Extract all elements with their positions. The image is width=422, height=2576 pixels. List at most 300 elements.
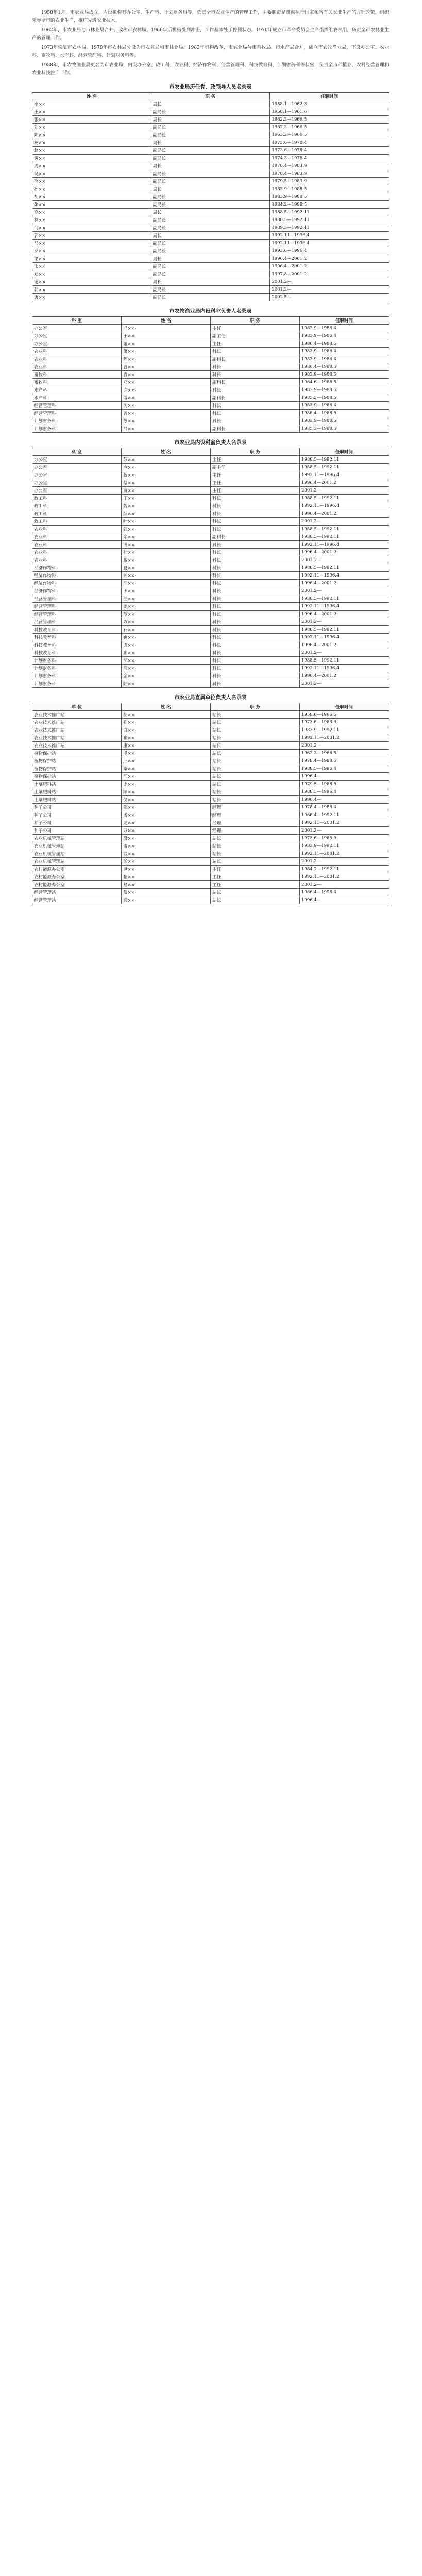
table-cell: 经营管理科 <box>32 402 122 410</box>
table-cell: 计划财务科 <box>32 672 122 680</box>
table-cell: 副局长 <box>151 108 270 116</box>
column-header: 科 室 <box>32 317 122 325</box>
table-cell: 陈×× <box>32 131 151 139</box>
table-cell: 1983.9—1988.5 <box>300 386 389 394</box>
table-cell: 1979.5—1983.9 <box>270 178 389 185</box>
table-cell: 农业科 <box>32 355 122 363</box>
table-cell: 1973.6—1978.4 <box>270 147 389 155</box>
table-cell: 周×× <box>32 162 151 170</box>
table-row <box>32 719 389 726</box>
table-cell: 局长 <box>151 209 270 216</box>
table-cell: 1988.5—1992.11 <box>300 495 389 502</box>
table-cell: 科长 <box>211 680 300 688</box>
table-cell: 经营管理站 <box>32 896 122 904</box>
table-cell: 农村能源办公室 <box>32 881 122 889</box>
table-cell: 农村能源办公室 <box>32 866 122 873</box>
table-cell: 科长 <box>211 371 300 379</box>
table-cell: 阎×× <box>122 526 211 533</box>
table-cell: 毛×× <box>122 750 211 757</box>
table-row <box>32 788 389 796</box>
table-cell: 科长 <box>211 580 300 587</box>
table-cell: 副局长 <box>151 224 270 232</box>
table-cell: 1983.9—1988.5 <box>270 193 389 201</box>
table-cell: 科长 <box>211 410 300 417</box>
column-header: 职 务 <box>211 317 300 325</box>
table-cell: 科长 <box>211 665 300 672</box>
table-cell: 农业机械管理站 <box>32 858 122 866</box>
table-cell: 赵×× <box>32 147 151 155</box>
column-header: 姓 名 <box>122 448 211 456</box>
table-cell: 科长 <box>211 618 300 626</box>
table-cell: 汤×× <box>122 858 211 866</box>
table-cell: 1992.11—1996.4 <box>300 541 389 549</box>
table-cell: 2001.2— <box>300 587 389 595</box>
table-cell: 1996.4—2001.2 <box>270 263 389 270</box>
table-cell: 经营管理科 <box>32 618 122 626</box>
table-cell: 1986.4—1996.4 <box>300 889 389 896</box>
table-row <box>32 425 389 433</box>
table-cell: 2001.2— <box>270 286 389 294</box>
table-cell: 1992.11—2001.2 <box>300 734 389 742</box>
table-cell: 1983.9—1988.5 <box>270 185 389 193</box>
table-cell: 副局长 <box>151 270 270 278</box>
table-cell: 局长 <box>151 100 270 108</box>
table-cell: 科长 <box>211 556 300 564</box>
table-cell: 经营管理科 <box>32 410 122 417</box>
table-cell: 2001.2— <box>300 487 389 495</box>
table-cell: 1974.3—1978.4 <box>270 155 389 162</box>
table-cell: 1992.11—2001.2 <box>300 850 389 858</box>
table-cell: 局长 <box>151 278 270 286</box>
table-cell: 主任 <box>211 471 300 479</box>
table-row <box>32 124 389 131</box>
table-cell: 廖×× <box>122 649 211 657</box>
table-cell: 1978.4—1983.9 <box>270 162 389 170</box>
table-cell: 邵×× <box>122 804 211 811</box>
table-cell: 潘×× <box>122 541 211 549</box>
body-paragraph: 1988年，市农牧渔业局更名为市农业局，内设办公室、政工科、农业科、经济作物科、经营管理科、科技教育科、计划财务科等科室，负责全市种植业、农村经营管理和农业科技推广工作。 <box>32 63 389 76</box>
table-cell: 1958.1—1962.3 <box>270 100 389 108</box>
roster-table-block <box>32 438 389 688</box>
table-cell: 汪×× <box>122 580 211 587</box>
table-cell: 1992.11—1996.4 <box>300 603 389 611</box>
table-cell: 谭×× <box>122 641 211 649</box>
column-header: 任职时间 <box>270 93 389 100</box>
table-row <box>32 603 389 611</box>
table-row <box>32 827 389 835</box>
table-row <box>32 270 389 278</box>
table-cell: 主任 <box>211 881 300 889</box>
table-cell: 萧×× <box>122 348 211 355</box>
table-row <box>32 247 389 255</box>
table-cell: 石×× <box>122 626 211 634</box>
table-cell: 1983.9—1986.4 <box>300 348 389 355</box>
table-title: 市农业局历任党、政领导人员名录表 <box>169 84 252 90</box>
table-cell: 1962.3—1966.5 <box>270 124 389 131</box>
table-cell: 任×× <box>122 595 211 603</box>
table-cell: 副局长 <box>151 294 270 301</box>
table-row <box>32 734 389 742</box>
table-cell: 郝×× <box>122 711 211 719</box>
table-row <box>32 564 389 572</box>
table-cell: 贾×× <box>122 487 211 495</box>
table-cell: 1983.9—1986.4 <box>300 325 389 332</box>
table-cell: 副局长 <box>151 124 270 131</box>
table-cell: 科长 <box>211 417 300 425</box>
table-row <box>32 773 389 781</box>
table-row <box>32 325 389 332</box>
table-row <box>32 618 389 626</box>
table-row <box>32 665 389 672</box>
table-cell: 农业科 <box>32 556 122 564</box>
table-row <box>32 386 389 394</box>
table-cell: 1988.5—1996.4 <box>300 765 389 773</box>
table-cell: 农业科 <box>32 526 122 533</box>
table-header-row <box>32 448 389 456</box>
table-cell: 科长 <box>211 672 300 680</box>
table-cell: 康×× <box>122 742 211 750</box>
table-row <box>32 201 389 209</box>
table-cell: 农业科 <box>32 549 122 556</box>
table-row <box>32 572 389 580</box>
table-cell: 彭×× <box>122 417 211 425</box>
roster-table <box>32 92 389 301</box>
table-title: 市农业局内设科室负责人名录表 <box>174 440 247 446</box>
table-cell: 白×× <box>122 726 211 734</box>
table-row <box>32 711 389 719</box>
table-row <box>32 556 389 564</box>
table-row <box>32 781 389 788</box>
table-row <box>32 348 389 355</box>
table-cell: 蔡×× <box>122 479 211 487</box>
table-cell: 办公室 <box>32 332 122 340</box>
table-row <box>32 332 389 340</box>
table-cell: 袁×× <box>122 371 211 379</box>
table-cell: 局长 <box>151 232 270 240</box>
table-cell: 计划财务科 <box>32 657 122 665</box>
table-cell: 孟×× <box>122 811 211 819</box>
table-cell: 1992.11—1996.4 <box>300 502 389 510</box>
table-cell: 王×× <box>32 108 151 116</box>
table-row <box>32 487 389 495</box>
table-cell: 经理 <box>211 827 300 835</box>
table-row <box>32 526 389 533</box>
table-cell: 经营管理科 <box>32 611 122 618</box>
tables-container <box>32 82 389 904</box>
table-cell: 钟×× <box>122 572 211 580</box>
table-cell: 主任 <box>211 479 300 487</box>
table-cell: 1988.5—1996.4 <box>300 788 389 796</box>
table-cell: 1973.6—1978.4 <box>270 139 389 147</box>
table-cell: 1996.4—2001.2 <box>300 672 389 680</box>
roster-table <box>32 448 389 688</box>
table-cell: 站长 <box>211 742 300 750</box>
table-cell: 沈×× <box>122 402 211 410</box>
table-cell: 高×× <box>32 209 151 216</box>
table-cell: 经济作物科 <box>32 572 122 580</box>
table-cell: 吴×× <box>32 170 151 178</box>
table-cell: 土壤肥料站 <box>32 781 122 788</box>
table-cell: 1996.4— <box>300 796 389 804</box>
table-cell: 种子公司 <box>32 827 122 835</box>
table-cell: 副局长 <box>151 131 270 139</box>
table-cell: 2001.2— <box>300 518 389 526</box>
table-cell: 1962.3—1966.5 <box>300 750 389 757</box>
column-header: 职 务 <box>211 703 300 711</box>
table-cell: 政工科 <box>32 495 122 502</box>
table-cell: 1984.6—1988.5 <box>300 379 389 386</box>
table-cell: 侯×× <box>122 796 211 804</box>
table-cell: 苏×× <box>122 456 211 464</box>
table-cell: 副局长 <box>151 286 270 294</box>
table-cell: 1983.9—1992.11 <box>300 726 389 734</box>
body-paragraph: 1958年1月，市农业局成立，内设机构有办公室、生产科、计划财务科等，负责全市农业生产的管理工作，主要职责是贯彻执行国家和省有关农业生产的方针政策，组织领导全市的农业生产，推广先进农业技术。 <box>32 10 389 23</box>
table-cell: 经营管理科 <box>32 595 122 603</box>
table-cell: 邹×× <box>122 657 211 665</box>
table-cell: 1988.5—1992.11 <box>300 657 389 665</box>
column-header: 职 务 <box>151 93 270 100</box>
table-cell: 1996.4—2001.2 <box>300 479 389 487</box>
table-cell: 站长 <box>211 726 300 734</box>
table-cell: 科长 <box>211 657 300 665</box>
table-cell: 副局长 <box>151 155 270 162</box>
table-cell: 副局长 <box>151 193 270 201</box>
table-cell: 史×× <box>122 781 211 788</box>
table-row <box>32 394 389 402</box>
table-cell: 马×× <box>32 240 151 247</box>
table-title: 市农牧渔业局内设科室负责人名录表 <box>169 309 252 314</box>
table-cell: 叶×× <box>122 518 211 526</box>
table-cell: 傅×× <box>122 394 211 402</box>
table-row <box>32 371 389 379</box>
table-cell: 经营管理站 <box>32 889 122 896</box>
table-cell: 1988.5—1992.11 <box>300 564 389 572</box>
table-cell: 科技教育科 <box>32 649 122 657</box>
table-cell: 办公室 <box>32 479 122 487</box>
table-cell: 1996.4—2001.2 <box>300 641 389 649</box>
table-row <box>32 742 389 750</box>
table-cell: 站长 <box>211 889 300 896</box>
table-cell: 易×× <box>122 881 211 889</box>
table-cell: 农业技术推广站 <box>32 742 122 750</box>
table-cell: 1983.9—1986.4 <box>300 332 389 340</box>
table-cell: 2001.2— <box>300 742 389 750</box>
table-row <box>32 533 389 541</box>
table-cell: 2001.2— <box>300 618 389 626</box>
table-cell: 宋×× <box>32 263 151 270</box>
table-row <box>32 456 389 464</box>
table-cell: 邱×× <box>122 757 211 765</box>
table-cell: 科长 <box>211 649 300 657</box>
table-row <box>32 471 389 479</box>
table-cell: 站长 <box>211 896 300 904</box>
table-row <box>32 641 389 649</box>
table-row <box>32 263 389 270</box>
table-cell: 主任 <box>211 456 300 464</box>
table-cell: 薛×× <box>122 510 211 518</box>
table-cell: 站长 <box>211 757 300 765</box>
column-header: 单 位 <box>32 703 122 711</box>
table-cell: 2001.2— <box>270 278 389 286</box>
table-row <box>32 549 389 556</box>
table-cell: 1978.4—1988.5 <box>300 757 389 765</box>
table-cell: 钱×× <box>122 850 211 858</box>
table-cell: 副主任 <box>211 332 300 340</box>
table-cell: 站长 <box>211 858 300 866</box>
table-cell: 林×× <box>32 216 151 224</box>
table-cell: 副科长 <box>211 355 300 363</box>
table-cell: 顾×× <box>122 788 211 796</box>
table-cell: 孔×× <box>122 719 211 726</box>
table-row <box>32 232 389 240</box>
column-header: 任职时间 <box>300 703 389 711</box>
table-cell: 黄×× <box>32 155 151 162</box>
table-cell: 郑×× <box>32 270 151 278</box>
column-header: 姓 名 <box>122 703 211 711</box>
table-cell: 科长 <box>211 603 300 611</box>
table-cell: 1983.9—1992.11 <box>300 842 389 850</box>
table-cell: 科长 <box>211 626 300 634</box>
table-cell: 办公室 <box>32 487 122 495</box>
table-cell: 科长 <box>211 348 300 355</box>
table-cell: 1989.3—1992.11 <box>270 224 389 232</box>
table-cell: 办公室 <box>32 471 122 479</box>
table-cell: 1983.9—1988.5 <box>300 417 389 425</box>
table-cell: 1992.11—1996.4 <box>300 572 389 580</box>
table-cell: 1983.9—1986.4 <box>300 402 389 410</box>
table-cell: 主任 <box>211 866 300 873</box>
table-cell: 政工科 <box>32 510 122 518</box>
table-cell: 畜牧科 <box>32 379 122 386</box>
table-cell: 1984.2—1988.5 <box>270 201 389 209</box>
table-cell: 1992.11—2001.2 <box>300 873 389 881</box>
table-cell: 徐×× <box>32 178 151 185</box>
table-cell: 冯×× <box>122 325 211 332</box>
table-cell: 1992.11—2001.2 <box>300 819 389 827</box>
table-cell: 1958.6—1966.5 <box>300 711 389 719</box>
table-row <box>32 850 389 858</box>
table-cell: 1988.5—1992.11 <box>300 526 389 533</box>
table-cell: 站长 <box>211 765 300 773</box>
table-cell: 谢×× <box>32 278 151 286</box>
table-cell: 副局长 <box>151 216 270 224</box>
table-cell: 科长 <box>211 363 300 371</box>
table-cell: 1992.11—1996.4 <box>300 471 389 479</box>
roster-table <box>32 703 389 904</box>
table-cell: 植物保护站 <box>32 765 122 773</box>
table-cell: 土壤肥料站 <box>32 788 122 796</box>
table-row <box>32 410 389 417</box>
table-cell: 副科长 <box>211 425 300 433</box>
table-cell: 农业科 <box>32 533 122 541</box>
table-cell: 1996.4—2001.2 <box>300 510 389 518</box>
table-cell: 畜牧科 <box>32 371 122 379</box>
table-cell: 农业机械管理站 <box>32 842 122 850</box>
table-cell: 陆×× <box>122 680 211 688</box>
table-row <box>32 340 389 348</box>
table-cell: 武×× <box>122 896 211 904</box>
table-cell: 2001.2— <box>300 827 389 835</box>
table-cell: 2001.2— <box>300 881 389 889</box>
table-cell: 2001.2— <box>300 680 389 688</box>
table-cell: 1978.4—1983.9 <box>270 170 389 178</box>
table-cell: 副局长 <box>151 201 270 209</box>
table-cell: 站长 <box>211 835 300 842</box>
table-cell: 1992.11—1996.4 <box>300 634 389 641</box>
table-cell: 站长 <box>211 719 300 726</box>
table-cell: 1988.5—1992.11 <box>300 464 389 471</box>
table-cell: 水产科 <box>32 394 122 402</box>
table-cell: 经理 <box>211 811 300 819</box>
table-cell: 范×× <box>122 611 211 618</box>
table-row <box>32 502 389 510</box>
table-cell: 1963.2—1966.5 <box>270 131 389 139</box>
table-cell: 1984.2—1992.11 <box>300 866 389 873</box>
table-cell: 邓×× <box>122 379 211 386</box>
table-row <box>32 193 389 201</box>
table-cell: 科长 <box>211 526 300 533</box>
table-row <box>32 255 389 263</box>
table-cell: 罗×× <box>32 247 151 255</box>
table-cell: 江×× <box>122 773 211 781</box>
table-cell: 秦×× <box>122 765 211 773</box>
table-row <box>32 634 389 641</box>
table-cell: 经济作物科 <box>32 564 122 572</box>
table-cell: 1986.4—1988.5 <box>300 340 389 348</box>
table-cell: 农业技术推广站 <box>32 719 122 726</box>
table-cell: 于×× <box>122 332 211 340</box>
table-row <box>32 858 389 866</box>
table-cell: 1992.11—1996.4 <box>270 232 389 240</box>
table-cell: 办公室 <box>32 464 122 471</box>
table-cell: 1992.11—1996.4 <box>300 665 389 672</box>
table-row <box>32 510 389 518</box>
table-cell: 局长 <box>151 185 270 193</box>
table-cell: 种子公司 <box>32 811 122 819</box>
table-cell: 副局长 <box>151 263 270 270</box>
table-cell: 主任 <box>211 340 300 348</box>
table-cell: 局长 <box>151 162 270 170</box>
table-cell: 站长 <box>211 788 300 796</box>
table-cell: 科长 <box>211 510 300 518</box>
table-cell: 孙×× <box>32 185 151 193</box>
table-row <box>32 116 389 124</box>
table-row <box>32 139 389 147</box>
table-row <box>32 379 389 386</box>
table-cell: 朱×× <box>32 201 151 209</box>
table-cell: 科技教育科 <box>32 634 122 641</box>
table-row <box>32 649 389 657</box>
table-cell: 蒋×× <box>122 471 211 479</box>
table-cell: 1996.4—2001.2 <box>300 580 389 587</box>
table-cell: 农业技术推广站 <box>32 734 122 742</box>
table-cell: 土壤肥料站 <box>32 796 122 804</box>
table-row <box>32 611 389 618</box>
table-cell: 副局长 <box>151 240 270 247</box>
table-cell: 1983.9—1988.5 <box>300 371 389 379</box>
table-cell: 副局长 <box>151 147 270 155</box>
table-cell: 龙×× <box>122 819 211 827</box>
table-cell: 局长 <box>151 255 270 263</box>
table-row <box>32 479 389 487</box>
table-cell: 主任 <box>211 873 300 881</box>
table-cell: 农业科 <box>32 348 122 355</box>
table-cell: 副科长 <box>211 533 300 541</box>
table-cell: 副科长 <box>211 379 300 386</box>
table-cell: 卢×× <box>122 464 211 471</box>
table-cell: 1988.5—1992.11 <box>300 595 389 603</box>
table-cell: 2001.2— <box>300 556 389 564</box>
